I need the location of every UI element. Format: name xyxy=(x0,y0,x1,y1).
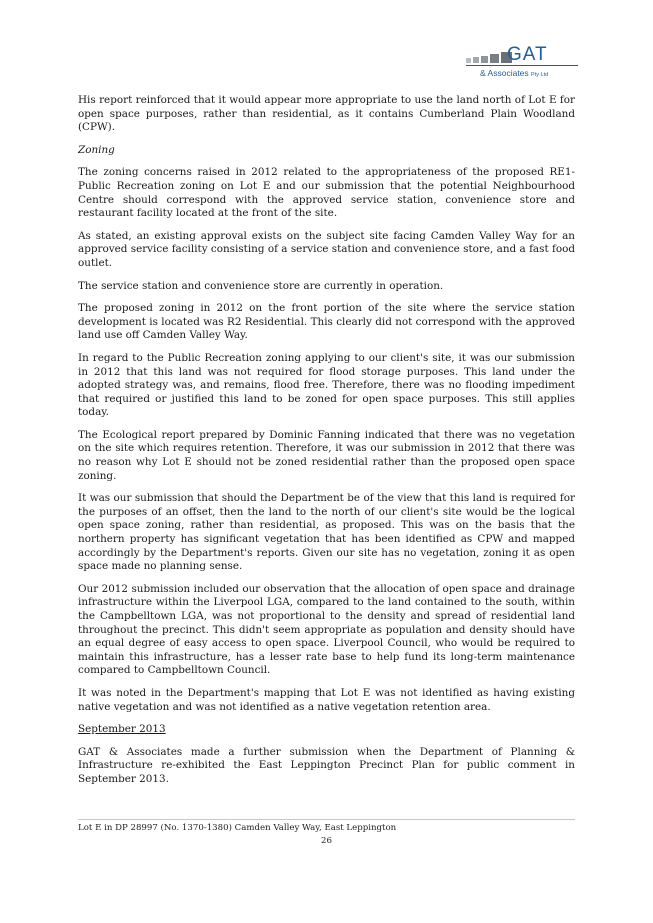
paragraph: The service station and convenience store are currently in operation. xyxy=(78,279,444,292)
body-text xyxy=(78,94,575,796)
paragraph: Our 2012 submission included our observation that the allocation of open space and drainage infrastructure within the Liverpool LGA, compared to the land contained to the south, within the Campbelltown LGA, was not proportional to the density and spread of residential land throughout the precinct. This didn't seem appropriate as population and density should have an equal degree of easy access to open space. Liverpool Council, who would be required to maintain this infrastructure, has a lesser rate base to help fund its long-term maintenance compared to Campbelltown Council. xyxy=(78,582,575,677)
company-logo xyxy=(460,44,580,80)
logo-divider xyxy=(466,65,578,66)
section-heading-zoning: Zoning xyxy=(78,143,115,156)
paragraph: His report reinforced that it would appear more appropriate to use the land north of Lot E for open space purposes, rather than residential, as it contains Cumberland Plain Woodland (CPW). xyxy=(78,94,575,134)
logo-subtitle xyxy=(480,68,548,78)
footer-divider xyxy=(78,819,575,820)
logo-wordmark: GAT xyxy=(507,44,548,65)
logo-pty-ltd: Pty Ltd xyxy=(531,72,549,78)
paragraph: The proposed zoning in 2012 on the front portion of the site where the service station development is located was R2 Residential. This clearly did not correspond with the approved land use off Camden Valley Way. xyxy=(78,302,575,342)
logo-associates: & Associates xyxy=(480,68,529,78)
paragraph: GAT & Associates made a further submission when the Department of Planning & Infrastructure re-exhibited the East Leppington Precinct Plan for public comment in September 2013. xyxy=(78,745,575,785)
logo-squares-icon xyxy=(466,52,512,63)
paragraph: It was noted in the Department's mapping that Lot E was not identified as having existing native vegetation and was not identified as a native vegetation retention area. xyxy=(78,686,575,713)
paragraph: In regard to the Public Recreation zoning applying to our client's site, it was our submission in 2012 that this land was not required for flood storage purposes. This land under the adopted strategy was, and remains, flood free. Therefore, there was no flooding impediment that required or justified this land to be zoned for open space purposes. This still applies today. xyxy=(78,351,575,419)
paragraph: As stated, an existing approval exists on the subject site facing Camden Valley Way for an approved service facility consisting of a service station and convenience store, and a fast food outlet. xyxy=(78,229,575,269)
page-number: 26 xyxy=(321,836,332,846)
paragraph: It was our submission that should the Department be of the view that this land is required for the purposes of an offset, then the land to the north of our client's site would be the logical open space zoning, rather than residential, as proposed. This was on the basis that the northern property has significant vegetation that has been identified as CPW and mapped accordingly by the Department's reports. Given our site has no vegetation, zoning it as open space made no planning sense. xyxy=(78,492,575,573)
footer-reference: Lot E in DP 28997 (No. 1370-1380) Camden Valley Way, East Leppington xyxy=(78,823,397,833)
section-heading-september-2013: September 2013 xyxy=(78,723,166,736)
paragraph: The Ecological report prepared by Dominic Fanning indicated that there was no vegetation on the site which requires retention. Therefore, it was our submission in 2012 that there was no reason why Lot E should not be zoned residential rather than the proposed open space zoning. xyxy=(78,428,575,482)
paragraph: The zoning concerns raised in 2012 related to the appropriateness of the proposed RE1- Public Recreation zoning on Lot E and our submission that the potential Neighbourhood Centre should correspond with the approved service station, convenience store and restaurant facility located at the front of the site. xyxy=(78,166,575,220)
